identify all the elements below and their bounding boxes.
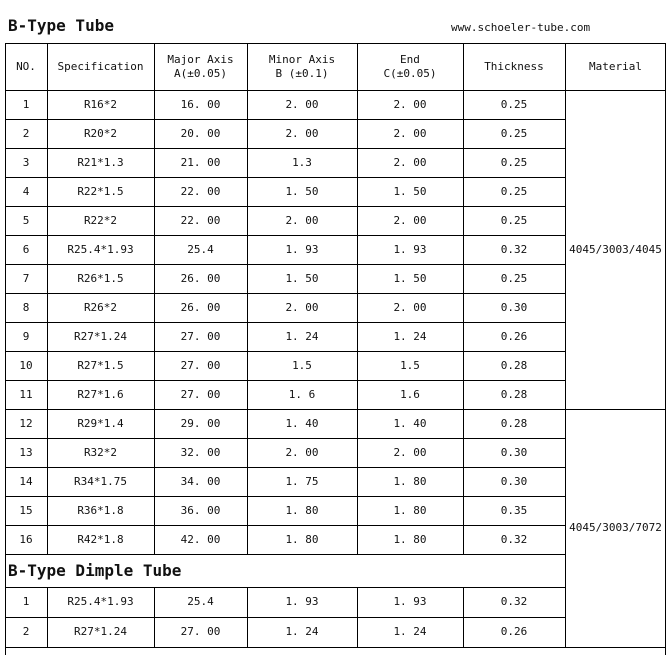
table-cell-minor: 1. 93 [285,242,319,256]
table-cell-end: 1. 40 [393,416,427,430]
table-cell-end: 1. 50 [393,184,427,198]
table-cell-no: 2 [22,625,30,638]
website-text: www.schoeler-tube.com [451,20,591,34]
table-cell-end: 2. 00 [393,445,427,459]
border-line [5,43,6,655]
table-cell-thickness: 0.25 [500,126,528,140]
table-cell-minor: 1. 80 [285,532,319,546]
table-cell-major: 20. 00 [180,126,221,140]
table-cell-thickness: 0.28 [500,358,528,372]
table-cell-spec: R34*1.75 [74,474,127,488]
table-cell-no: 4 [22,184,30,198]
header-no: NO. [16,59,36,73]
table-cell-minor: 1. 93 [285,595,319,608]
table-cell-thickness: 0.35 [500,503,528,517]
header-minor-axis: Minor Axis B (±0.1) [268,52,336,80]
table-cell-minor: 1. 75 [285,474,319,488]
table-cell-minor: 2. 00 [285,445,319,459]
material-cell: 4045/3003/7072 [569,521,662,534]
border-line [154,587,155,647]
table-cell-no: 10 [19,358,33,372]
border-line [463,43,464,554]
table-cell-no: 1 [22,97,30,111]
table-cell-major: 27. 00 [180,358,221,372]
header-material: Material [589,59,642,73]
border-line [357,43,358,554]
table-cell-no: 9 [22,329,30,343]
border-line [357,587,358,647]
table-cell-no: 2 [22,126,30,140]
table-cell-major: 25.4 [187,595,214,608]
table-cell-minor: 1. 80 [285,503,319,517]
table-cell-minor: 1. 50 [285,184,319,198]
table-cell-thickness: 0.25 [500,97,528,111]
border-line [5,351,565,352]
border-line [5,409,565,410]
table-cell-no: 7 [22,271,30,285]
table-cell-minor: 2. 00 [285,300,319,314]
table-cell-end: 1. 50 [393,271,427,285]
table-cell-major: 29. 00 [180,416,221,430]
border-line [5,525,565,526]
table-cell-no: 1 [22,595,30,608]
header-thickness: Thickness [484,59,544,73]
table-cell-thickness: 0.26 [500,625,528,638]
table-cell-major: 36. 00 [180,503,221,517]
border-line [5,43,666,44]
table-cell-spec: R26*2 [83,300,118,314]
border-line [247,587,248,647]
table-cell-spec: R27*1.24 [74,625,127,638]
table-cell-end: 1.6 [400,387,420,401]
table-cell-minor: 1.5 [292,358,312,372]
table-cell-minor: 1. 50 [285,271,319,285]
table-cell-thickness: 0.32 [500,242,528,256]
table-cell-no: 13 [19,445,33,459]
table-cell-end: 2. 00 [393,300,427,314]
table-cell-spec: R36*1.8 [77,503,124,517]
table-cell-minor: 2. 00 [285,97,319,111]
table-cell-end: 2. 00 [393,97,427,111]
table-cell-spec: R21*1.3 [77,155,124,169]
border-line [565,409,666,410]
table-cell-major: 32. 00 [180,445,221,459]
table-cell-thickness: 0.32 [500,595,528,608]
border-line [5,90,666,91]
border-line [5,206,565,207]
table-cell-major: 22. 00 [180,213,221,227]
page-title: B-Type Tube [8,15,114,35]
border-line [5,467,565,468]
table-cell-thickness: 0.28 [500,416,528,430]
border-line [5,617,565,618]
table-cell-spec: R27*1.5 [77,358,124,372]
border-line [5,647,666,648]
border-line [5,235,565,236]
table-cell-end: 1. 24 [393,329,427,343]
table-cell-thickness: 0.32 [500,532,528,546]
header-end: End C(±0.05) [383,52,437,80]
border-line [47,43,48,554]
table-cell-end: 1. 93 [393,242,427,256]
table-cell-no: 15 [19,503,33,517]
table-cell-minor: 1. 40 [285,416,319,430]
table-cell-spec: R20*2 [83,126,118,140]
border-line [565,43,566,647]
table-cell-major: 27. 00 [180,387,221,401]
table-cell-major: 16. 00 [180,97,221,111]
table-cell-major: 34. 00 [180,474,221,488]
table-cell-major: 25.4 [187,242,214,256]
table-cell-end: 2. 00 [393,213,427,227]
border-line [5,496,565,497]
table-cell-no: 8 [22,300,30,314]
table-cell-spec: R32*2 [83,445,118,459]
table-cell-major: 21. 00 [180,155,221,169]
border-line [5,554,565,555]
table-cell-minor: 1. 24 [285,329,319,343]
table-cell-thickness: 0.25 [500,155,528,169]
table-cell-minor: 2. 00 [285,213,319,227]
table-cell-major: 42. 00 [180,532,221,546]
border-line [5,587,565,588]
table-cell-spec: R27*1.6 [77,387,124,401]
border-line [247,43,248,554]
table-cell-thickness: 0.25 [500,213,528,227]
table-cell-end: 1. 80 [393,503,427,517]
table-cell-minor: 1. 24 [285,625,319,638]
table-cell-thickness: 0.30 [500,445,528,459]
table-cell-thickness: 0.28 [500,387,528,401]
table-cell-end: 1. 80 [393,474,427,488]
table-cell-thickness: 0.25 [500,184,528,198]
table-cell-end: 1.5 [400,358,420,372]
table-cell-spec: R29*1.4 [77,416,124,430]
border-line [47,587,48,647]
table-cell-thickness: 0.25 [500,271,528,285]
table-cell-major: 27. 00 [180,329,221,343]
table-cell-end: 1. 24 [393,625,427,638]
table-cell-end: 2. 00 [393,126,427,140]
table-cell-spec: R42*1.8 [77,532,124,546]
table-cell-major: 22. 00 [180,184,221,198]
table-cell-spec: R26*1.5 [77,271,124,285]
table-cell-spec: R22*2 [83,213,118,227]
table-cell-spec: R16*2 [83,97,118,111]
border-line [5,293,565,294]
section-title: B-Type Dimple Tube [8,561,182,580]
border-line [463,587,464,647]
header-major-axis: Major Axis A(±0.05) [167,52,234,80]
border-line [5,380,565,381]
table-cell-major: 26. 00 [180,271,221,285]
border-line [5,438,565,439]
border-line [665,43,666,655]
table-cell-end: 1. 80 [393,532,427,546]
table-cell-major: 26. 00 [180,300,221,314]
table-cell-major: 27. 00 [180,625,221,638]
table-cell-end: 2. 00 [393,155,427,169]
table-cell-spec: R25.4*1.93 [67,595,134,608]
table-cell-no: 14 [19,474,33,488]
table-cell-no: 11 [19,387,33,401]
table-cell-spec: R22*1.5 [77,184,124,198]
table-cell-no: 5 [22,213,30,227]
table-cell-minor: 2. 00 [285,126,319,140]
table-cell-no: 16 [19,532,33,546]
table-cell-no: 6 [22,242,30,256]
table-cell-spec: R25.4*1.93 [67,242,134,256]
table-cell-end: 1. 93 [393,595,427,608]
border-line [5,119,565,120]
table-cell-no: 3 [22,155,30,169]
table-cell-thickness: 0.30 [500,300,528,314]
table-cell-no: 12 [19,416,33,430]
border-line [5,177,565,178]
table-cell-thickness: 0.26 [500,329,528,343]
table-cell-minor: 1.3 [292,155,312,169]
table-cell-thickness: 0.30 [500,474,528,488]
table-cell-minor: 1. 6 [288,387,316,401]
material-cell: 4045/3003/4045 [569,242,662,256]
border-line [154,43,155,554]
border-line [5,148,565,149]
table-cell-spec: R27*1.24 [74,329,127,343]
border-line [5,264,565,265]
border-line [5,322,565,323]
header-specification: Specification [57,59,144,73]
